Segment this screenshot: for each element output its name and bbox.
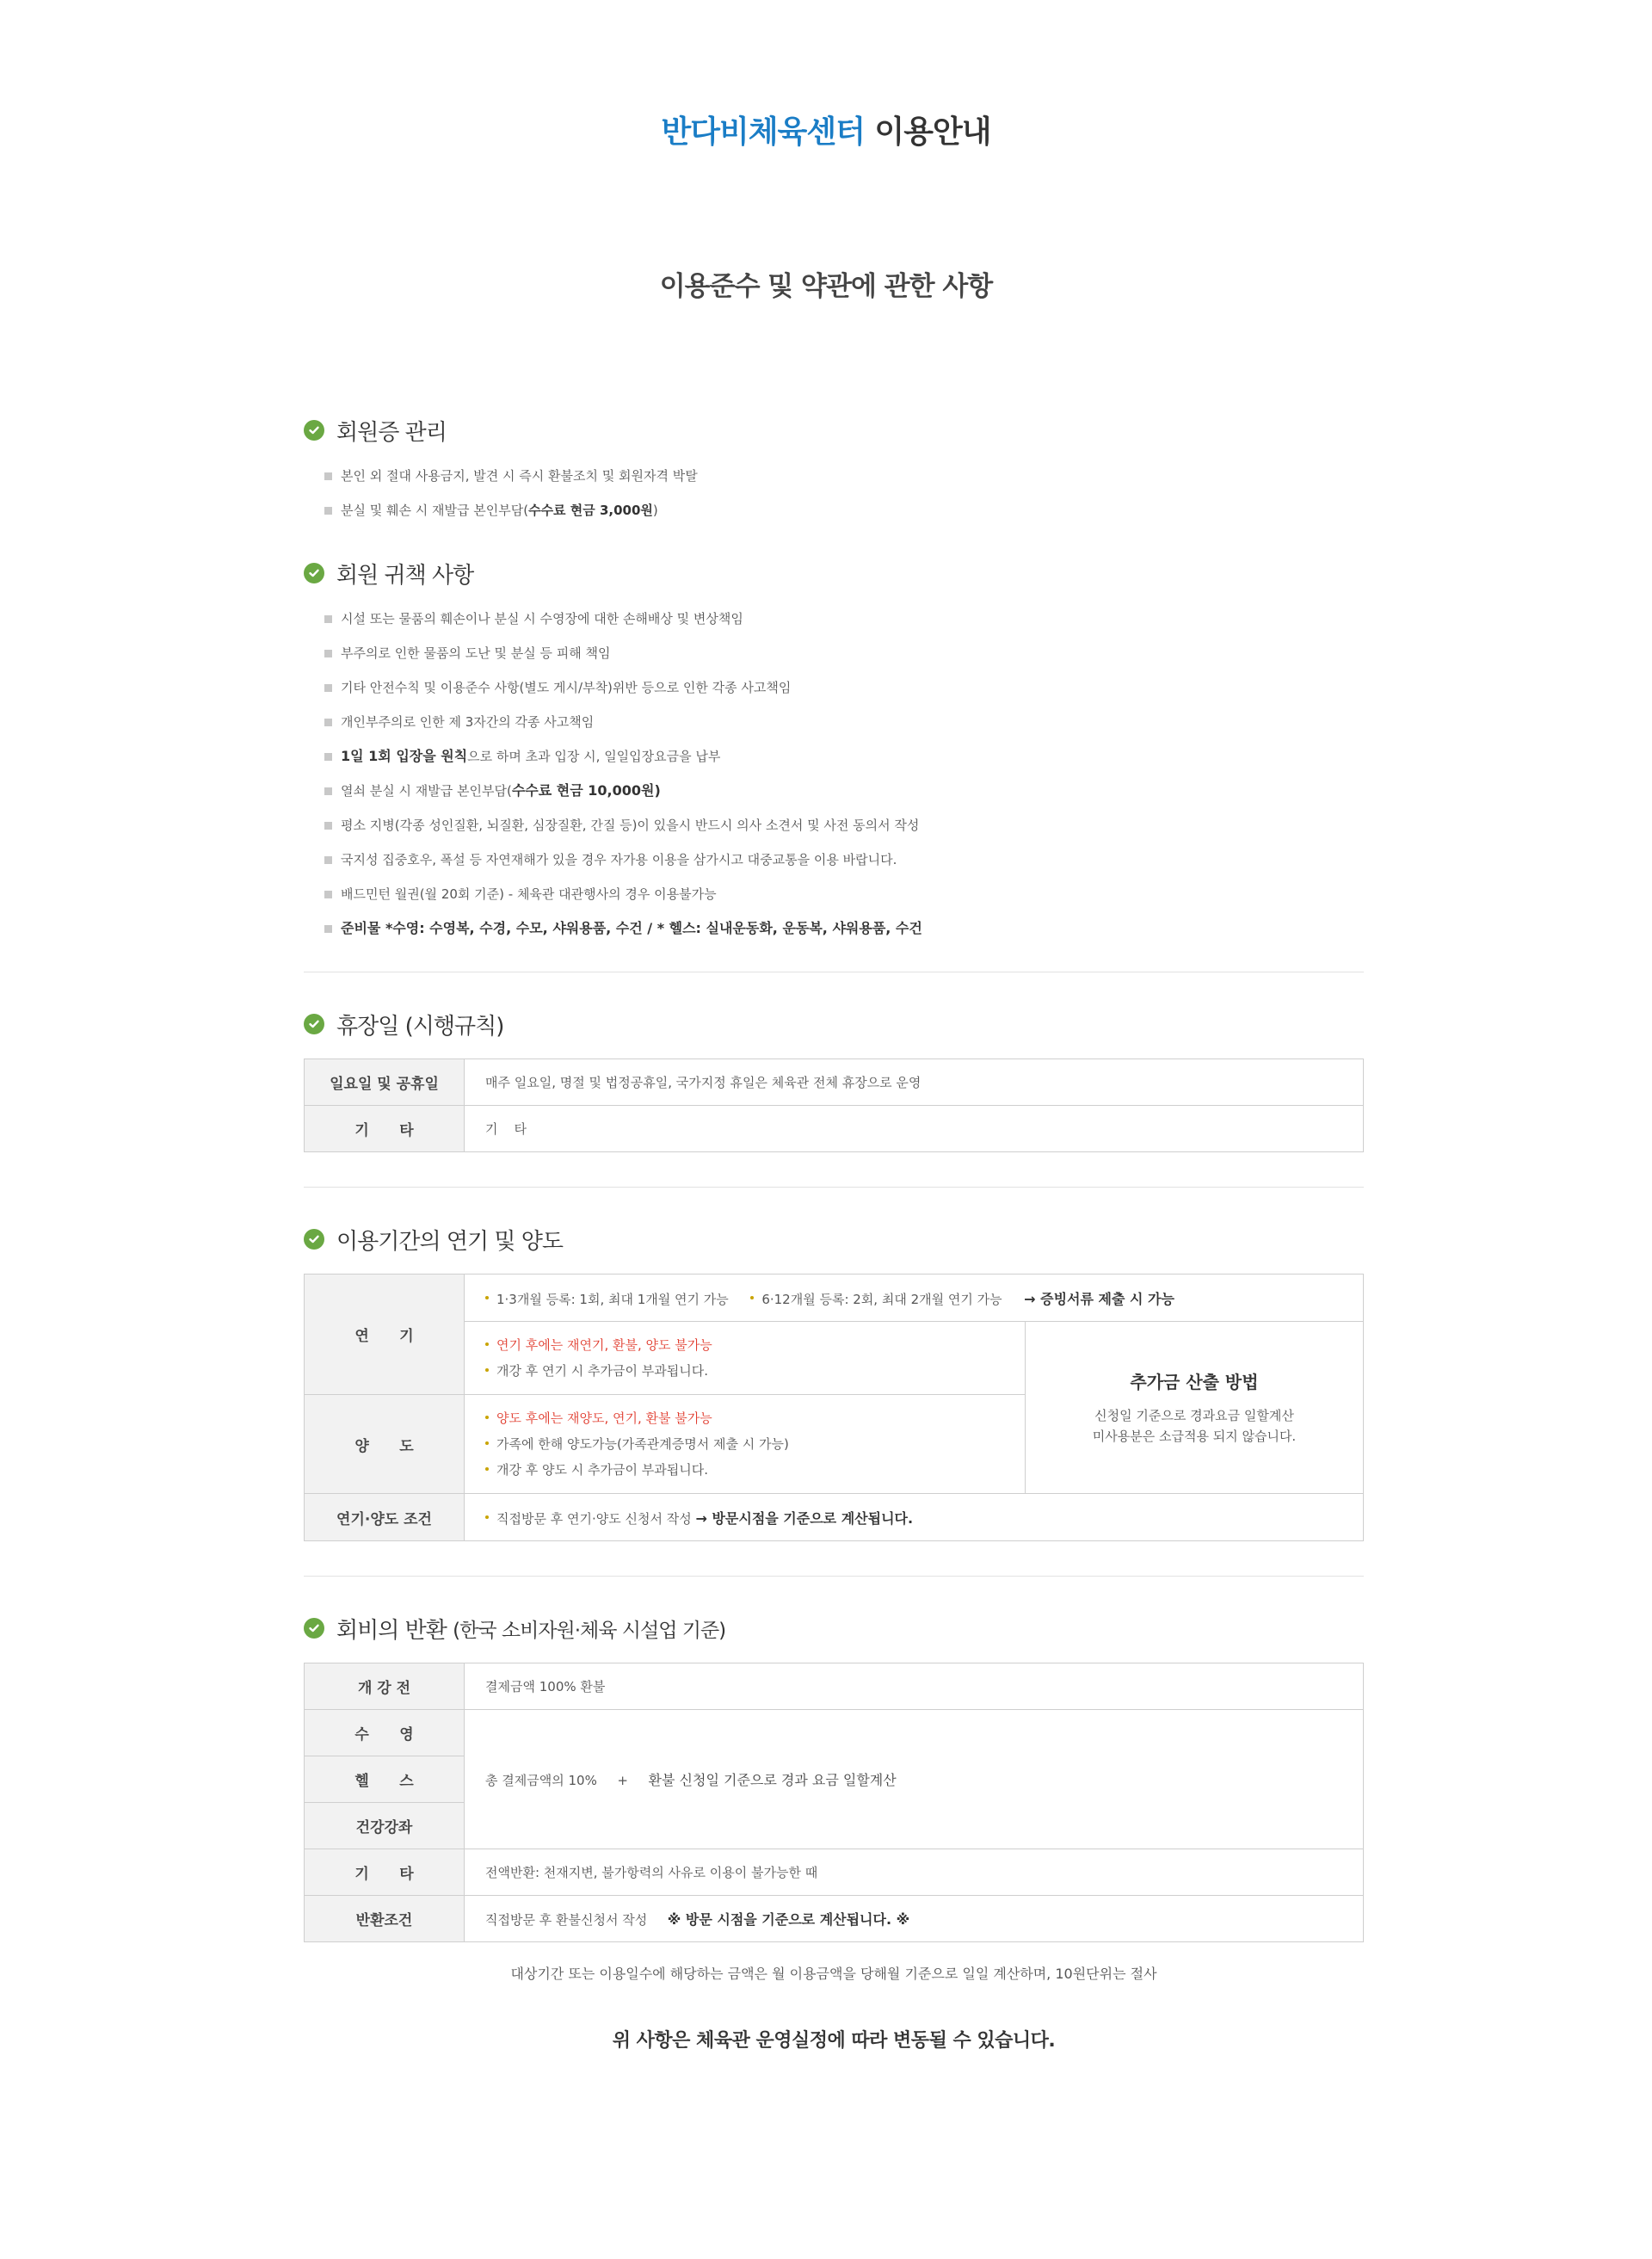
table-header-cell: 기 타 [305,1849,465,1896]
check-circle-icon [304,420,324,441]
cell-text: 개강 후 연기 시 추가금이 부과됩니다. [496,1363,708,1379]
section-title-card [304,413,1364,447]
cell-text: 환불 신청일 기준으로 경과 요금 일할계산 [648,1772,897,1788]
section-title-small: (한국 소비자원·체육 시설업 기준) [453,1619,726,1642]
list-item [324,670,1364,705]
dot-bullet-icon [485,1441,489,1445]
cell-text: 1·3개월 등록: 1회, 최대 1개월 연기 가능 [496,1291,729,1307]
footer-note: 대상기간 또는 이용일수에 해당하는 금액은 월 이용금액을 당해월 기준으로 일일 계산하며, 10원단위는 절사 [510,1966,1157,1982]
list-item [324,705,1364,739]
dot-bullet-icon [750,1296,754,1299]
list-item-bold: 1일 1회 입장을 원칙 [341,748,468,764]
table-cell [465,1494,1364,1541]
table-row [305,1494,1364,1541]
refund-table [304,1663,1364,1942]
square-bullet-icon [324,472,332,480]
list-item-text: 부주의로 인한 물품의 도난 및 분실 등 피해 책임 [341,645,611,661]
footer-final-notice: 위 사항은 체육관 운영실정에 따라 변동될 수 있습니다. [612,2030,1056,2052]
table-header-cell: 헬 스 [305,1756,465,1803]
list-item-bold: 준비물 *수영: 수영복, 수경, 수모, 샤워용품, 수건 / * 헬스: 실내운동화, 운동복, 샤워용품, 수건 [341,920,922,936]
table-row [305,1710,1364,1756]
list-item-tail: ) [652,503,658,518]
extra-fee-line: 미사용분은 소급적용 되지 않습니다. [1092,1429,1297,1444]
section-title-text: 휴장일 (시행규칙) [336,1013,504,1040]
table-row [305,1059,1364,1106]
table-header-cell: 기 타 [305,1106,465,1152]
section-title-closed-days [304,1007,1364,1041]
page-subtitle: 이용준수 및 약관에 관한 사항 [659,271,993,302]
table-header-cell: 일요일 및 공휴일 [305,1059,465,1106]
list-item-text: 평소 지병(각종 성인질환, 뇌질환, 심장질환, 간질 등)이 있을시 반드시 의사 소견서 및 사전 동의서 작성 [341,818,920,833]
table-header-cell: 반환조건 [305,1896,465,1942]
list-item [324,493,1364,528]
closed-days-table [304,1059,1364,1152]
square-bullet-icon [324,822,332,830]
section-title-text: 회원 귀책 사항 [336,562,474,589]
liability-list [324,602,1364,946]
page-title-rest: 이용안내 [864,114,991,150]
table-cell [465,1896,1364,1942]
square-bullet-icon [324,787,332,795]
card-rules-list [324,459,1364,528]
table-cell [465,1710,1364,1849]
check-circle-icon [304,1229,324,1250]
table-cell [465,1275,1364,1322]
page-title-accent: 반다비체육센터 [661,114,865,150]
square-bullet-icon [324,925,332,933]
cell-text: 개강 후 양도 시 추가금이 부과됩니다. [496,1462,708,1478]
dot-bullet-icon [485,1416,489,1419]
table-cell: 매주 일요일, 명절 및 법정공휴일, 국가지정 휴일은 체육관 전체 휴장으로 운영 [465,1059,1364,1106]
list-item [324,911,1364,946]
table-row [305,1106,1364,1152]
list-item [324,774,1364,808]
table-header-cell: 연기·양도 조건 [305,1494,465,1541]
list-item-text: 으로 하며 초과 입장 시, 일일입장요금을 납부 [467,749,721,764]
list-item-text: 개인부주의로 인한 제 3자간의 각종 사고책임 [341,714,595,730]
content [304,413,1364,2052]
table-header-cell: 수 영 [305,1710,465,1756]
square-bullet-icon [324,650,332,657]
cell-text: 직접방문 후 연기·양도 신청서 작성 [496,1510,692,1527]
extra-fee-title: 추가금 산출 방법 [1130,1372,1259,1392]
check-circle-icon [304,1014,324,1034]
list-item [324,636,1364,670]
list-item-text: 분실 및 훼손 시 재발급 본인부담( [341,503,529,518]
defer-transfer-table [304,1274,1364,1541]
table-cell [465,1322,1026,1395]
section-divider [304,1576,1364,1577]
section-title-refund [304,1611,1364,1645]
section-title-liability [304,556,1364,590]
square-bullet-icon [324,891,332,898]
check-circle-icon [304,563,324,583]
table-cell: 전액반환: 천재지변, 불가항력의 사유로 이용이 불가능한 때 [465,1849,1364,1896]
list-item-bold: 수수료 현금 3,000원 [528,503,653,518]
list-item-text: 국지성 집중호우, 폭설 등 자연재해가 있을 경우 자가용 이용을 삼가시고 대중교통을 이용 바랍니다. [341,852,897,867]
dot-bullet-icon [485,1515,489,1519]
table-header-cell: 양 도 [305,1395,465,1494]
extra-fee-line: 신청일 기준으로 경과요금 일할계산 [1094,1408,1294,1423]
cell-text: 가족에 한해 양도가능(가족관계증명서 제출 시 가능) [496,1436,789,1452]
list-item-text: 본인 외 절대 사용금지, 발견 시 즉시 환불조치 및 회원자격 박탈 [341,468,698,484]
table-header-cell: 개 강 전 [305,1663,465,1710]
cell-text-bold: ※ 방문 시점을 기준으로 계산됩니다. ※ [667,1911,910,1928]
cell-text: 총 결제금액의 10% [485,1773,597,1788]
square-bullet-icon [324,684,332,692]
square-bullet-icon [324,753,332,761]
section-title-text: 회비의 반환 [336,1617,447,1644]
section-title-defer-transfer [304,1222,1364,1256]
table-cell: 결제금액 100% 환불 [465,1663,1364,1710]
list-item [324,602,1364,636]
check-circle-icon [304,1618,324,1639]
square-bullet-icon [324,719,332,726]
cell-text-bold: → 증빙서류 제출 시 가능 [1024,1290,1174,1307]
extra-fee-box [1026,1322,1364,1494]
section-divider [304,1187,1364,1188]
dot-bullet-icon [485,1296,489,1299]
list-item [324,842,1364,877]
table-row [305,1896,1364,1942]
table-header-cell: 연 기 [305,1275,465,1395]
cell-text-red: 양도 후에는 재양도, 연기, 환불 불가능 [496,1410,712,1426]
dot-bullet-icon [485,1368,489,1372]
cell-text: 직접방문 후 환불신청서 작성 [485,1912,648,1928]
table-row [305,1663,1364,1710]
table-cell [465,1395,1026,1494]
list-item [324,877,1364,911]
cell-text-bold: → 방문시점을 기준으로 계산됩니다. [695,1509,914,1527]
cell-text-plus: + [617,1773,628,1788]
section-title-text: 회원증 관리 [336,419,447,446]
table-row [305,1849,1364,1896]
table-header-cell: 건강강좌 [305,1803,465,1849]
list-item-text: 열쇠 분실 시 재발급 본인부담( [341,783,512,799]
page-title [0,108,1652,151]
section-title-text: 이용기간의 연기 및 양도 [336,1228,563,1255]
list-item-tail: ) [654,782,661,799]
square-bullet-icon [324,507,332,515]
list-item-text: 기타 안전수칙 및 이용준수 사항(별도 게시/부착)위반 등으로 인한 각종 사고책임 [341,680,792,695]
list-item [324,459,1364,493]
list-item [324,808,1364,842]
square-bullet-icon [324,856,332,864]
list-item-bold: 수수료 현금 10,000원 [511,782,655,799]
table-row [305,1275,1364,1322]
list-item-text: 시설 또는 물품의 훼손이나 분실 시 수영장에 대한 손해배상 및 변상책임 [341,611,743,626]
cell-text-red: 연기 후에는 재연기, 환불, 양도 불가능 [496,1337,712,1353]
table-cell: 기 타 [465,1106,1364,1152]
dot-bullet-icon [485,1342,489,1346]
square-bullet-icon [324,615,332,623]
list-item [324,739,1364,774]
dot-bullet-icon [485,1467,489,1471]
cell-text: 6·12개월 등록: 2회, 최대 2개월 연기 가능 [761,1291,1002,1307]
list-item-text: 배드민턴 월권(월 20회 기준) - 체육관 대관행사의 경우 이용불가능 [341,886,717,902]
